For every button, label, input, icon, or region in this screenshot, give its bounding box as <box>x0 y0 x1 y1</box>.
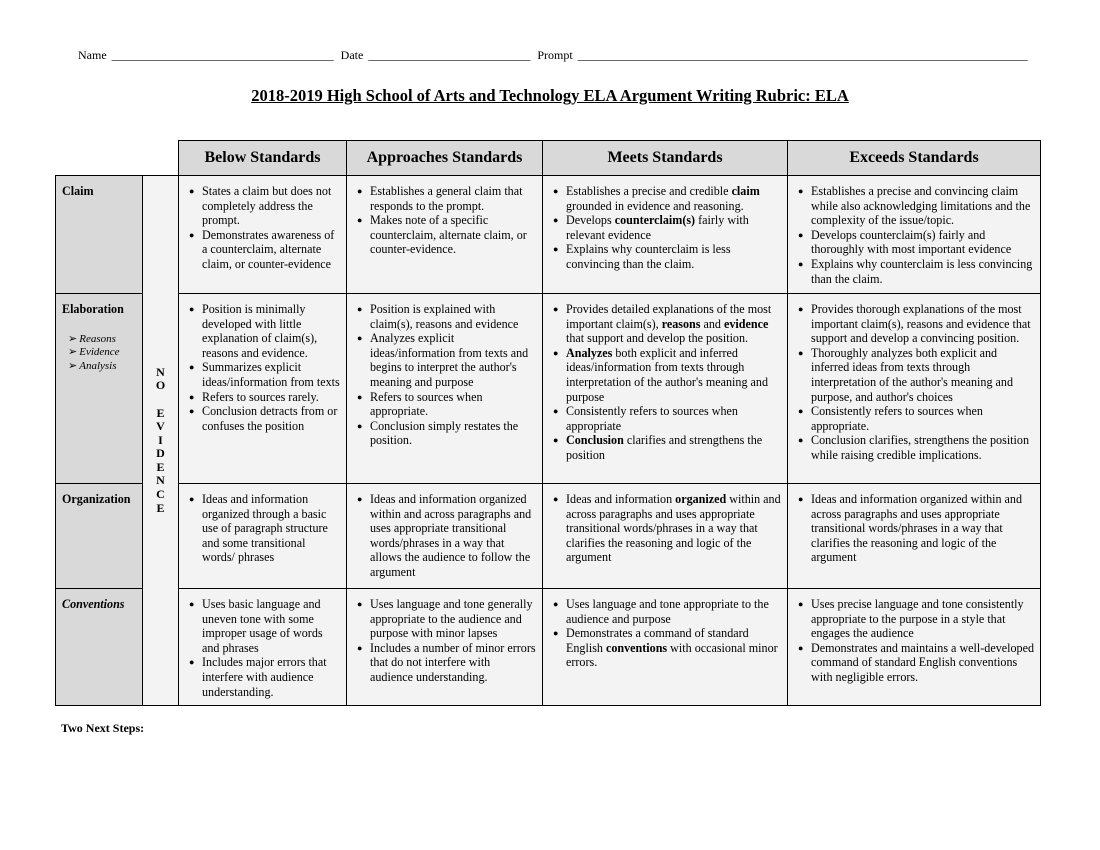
descriptor-list <box>553 597 781 670</box>
rubric-cell-approaches <box>347 176 543 294</box>
header-corner <box>56 141 179 176</box>
criterion-sub-text: Evidence <box>79 346 120 359</box>
name-field[interactable]: _____________________________________ <box>111 48 334 62</box>
descriptor-item: ● Develops counterclaim(s) fairly with relevant evidence <box>553 213 781 242</box>
criterion-sub-text: Reasons <box>79 332 116 345</box>
rubric-cell-exceeds <box>788 589 1041 706</box>
criterion-cell <box>56 294 143 484</box>
column-header-meets: Meets Standards <box>543 141 788 176</box>
no-evidence-letter: D <box>156 446 165 461</box>
descriptor-item: ● Ideas and information organized within and across paragraphs and uses appropriate transitional words/phrases in a way that allows the audience to follow the argument <box>357 492 536 580</box>
criterion-sub-item <box>68 346 136 360</box>
arrow-bullet-icon: ➢ <box>68 346 78 359</box>
descriptor-item: ● States a claim but does not completely address the prompt. <box>189 184 340 228</box>
descriptor-item: ● Includes major errors that interfere with audience understanding. <box>189 655 340 699</box>
descriptor-list <box>553 302 781 463</box>
descriptor-item: ● Uses precise language and tone consistently appropriate to the purpose in a style that engages the audience <box>798 597 1034 641</box>
rubric-row-elaboration <box>56 294 1041 484</box>
descriptor-item: ● Explains why counterclaim is less convincing than the claim. <box>798 257 1034 286</box>
descriptor-item: ● Develops counterclaim(s) fairly and thoroughly with most important evidence <box>798 228 1034 257</box>
descriptor-item: ● Uses language and tone appropriate to the audience and purpose <box>553 597 781 626</box>
descriptor-item: ● Conclusion simply restates the position. <box>357 419 536 448</box>
rubric-cell-below <box>179 294 347 484</box>
criterion-cell <box>56 589 143 706</box>
criterion-label: Conventions <box>62 597 125 611</box>
descriptor-list <box>357 492 536 580</box>
descriptor-item: ● Conclusion clarifies and strengthens the position <box>553 433 781 462</box>
descriptor-list <box>553 184 781 272</box>
criterion-label: Organization <box>62 492 131 506</box>
descriptor-item: ● Demonstrates a command of standard English conventions with occasional minor errors. <box>553 626 781 670</box>
no-evidence-letter: N <box>156 364 165 379</box>
descriptor-item: ● Consistently refers to sources when appropriate. <box>798 404 1034 433</box>
criterion-sub-item <box>68 333 136 347</box>
descriptor-item: ● Uses basic language and uneven tone with some improper usage of words and phrases <box>189 597 340 655</box>
rubric-cell-exceeds <box>788 294 1041 484</box>
date-field[interactable]: ___________________________ <box>368 48 531 62</box>
header-fields <box>78 48 1028 63</box>
no-evidence-letter: C <box>156 487 165 502</box>
descriptor-item: ● Demonstrates awareness of a counterclaim, alternate claim, or counter-evidence <box>189 228 340 272</box>
descriptor-list <box>357 184 536 257</box>
descriptor-item: ● Summarizes explicit ideas/information from texts <box>189 360 340 389</box>
arrow-bullet-icon: ➢ <box>68 332 78 345</box>
descriptor-item: ● Establishes a general claim that responds to the prompt. <box>357 184 536 213</box>
arrow-bullet-icon: ➢ <box>68 359 78 372</box>
name-label: Name <box>78 48 107 62</box>
descriptor-item: ● Provides thorough explanations of the most important claim(s), reasons and evidence that support and develop a convincing position. <box>798 302 1034 346</box>
rubric-cell-below <box>179 176 347 294</box>
rubric-cell-approaches <box>347 294 543 484</box>
criterion-cell <box>56 176 143 294</box>
descriptor-list <box>798 492 1034 565</box>
descriptor-list <box>189 302 340 433</box>
rubric-cell-below <box>179 589 347 706</box>
descriptor-list <box>798 184 1034 286</box>
descriptor-item: ● Position is explained with claim(s), reasons and evidence <box>357 302 536 331</box>
descriptor-item: ● Explains why counterclaim is less convincing than the claim. <box>553 242 781 271</box>
no-evidence-column <box>143 176 179 706</box>
rubric-cell-meets <box>543 176 788 294</box>
descriptor-list <box>189 492 340 565</box>
descriptor-item: ● Establishes a precise and convincing claim while also acknowledging limitations and the complexity of the issue/topic. <box>798 184 1034 228</box>
descriptor-list <box>189 597 340 699</box>
criterion-sub-text: Analysis <box>79 359 117 372</box>
descriptor-item: ● Conclusion clarifies, strengthens the position while raising credible implications. <box>798 433 1034 462</box>
rubric-cell-exceeds <box>788 176 1041 294</box>
descriptor-item: ● Thoroughly analyzes both explicit and inferred ideas from texts through interpretation of the author's meaning and purpose, and author's choices <box>798 346 1034 404</box>
no-evidence-letter: E <box>156 500 165 515</box>
rubric-cell-meets <box>543 294 788 484</box>
descriptor-list <box>553 492 781 565</box>
rubric-cell-meets <box>543 589 788 706</box>
descriptor-item: ● Demonstrates and maintains a well-developed command of standard English conventions with negligible errors. <box>798 641 1034 685</box>
criterion-label: Claim <box>62 184 94 198</box>
descriptor-list <box>357 597 536 685</box>
descriptor-item: ● Ideas and information organized within and across paragraphs and uses appropriate transitional words/phrases in a way that clarifies the reasoning and logic of the argument <box>798 492 1034 565</box>
criterion-cell <box>56 484 143 589</box>
descriptor-list <box>798 302 1034 463</box>
rubric-row-conventions <box>56 589 1041 706</box>
descriptor-list <box>189 184 340 272</box>
no-evidence-letter: E <box>156 405 165 420</box>
no-evidence-letter <box>143 393 178 407</box>
descriptor-item: ● Ideas and information organized within and across paragraphs and uses appropriate transitional words/phrases in a way that clarifies the reasoning and logic of the argument <box>553 492 781 565</box>
no-evidence-letter: O <box>155 378 166 393</box>
no-evidence-letter: V <box>156 419 165 434</box>
rubric-row-organization <box>56 484 1041 589</box>
page-title: 2018-2019 High School of Arts and Technology ELA Argument Writing Rubric: ELA <box>251 86 849 105</box>
rubric-table <box>55 140 1041 706</box>
rubric-row-claim <box>56 176 1041 294</box>
descriptor-item: ● Consistently refers to sources when appropriate <box>553 404 781 433</box>
prompt-label: Prompt <box>537 48 573 62</box>
rubric-cell-approaches <box>347 484 543 589</box>
descriptor-list <box>357 302 536 448</box>
descriptor-list <box>798 597 1034 685</box>
descriptor-item: ● Refers to sources rarely. <box>189 390 340 405</box>
no-evidence-letter: I <box>158 432 163 447</box>
next-steps-label: Two Next Steps: <box>61 721 145 735</box>
criterion-label: Elaboration <box>62 302 124 316</box>
descriptor-item: ● Uses language and tone generally appropriate to the audience and purpose with minor lapses <box>357 597 536 641</box>
descriptor-item: ● Analyzes explicit ideas/information from texts and begins to interpret the author's meaning and purpose <box>357 331 536 389</box>
rubric-header-row <box>56 141 1041 176</box>
rubric-cell-exceeds <box>788 484 1041 589</box>
column-header-exceeds: Exceeds Standards <box>788 141 1041 176</box>
column-header-approaches: Approaches Standards <box>347 141 543 176</box>
prompt-field[interactable]: ___________________________________________________________________________ <box>577 48 1028 62</box>
rubric-cell-approaches <box>347 589 543 706</box>
descriptor-item: ● Ideas and information organized through a basic use of paragraph structure and some transitional words/ phrases <box>189 492 340 565</box>
column-header-below: Below Standards <box>179 141 347 176</box>
rubric-cell-meets <box>543 484 788 589</box>
descriptor-item: ● Analyzes both explicit and inferred ideas/information from texts through interpretation of the author's meaning and purpose <box>553 346 781 404</box>
rubric-cell-below <box>179 484 347 589</box>
date-label: Date <box>340 48 364 62</box>
no-evidence-letter: N <box>156 473 165 488</box>
descriptor-item: ● Establishes a precise and credible claim grounded in evidence and reasoning. <box>553 184 781 213</box>
criterion-sublist <box>68 333 136 374</box>
descriptor-item: ● Includes a number of minor errors that do not interfere with audience understanding. <box>357 641 536 685</box>
criterion-sub-item <box>68 360 136 374</box>
descriptor-item: ● Makes note of a specific counterclaim, alternate claim, or counter-evidence. <box>357 213 536 257</box>
descriptor-item: ● Conclusion detracts from or confuses the position <box>189 404 340 433</box>
no-evidence-letter: E <box>156 459 165 474</box>
descriptor-item: ● Provides detailed explanations of the most important claim(s), reasons and evidence that support and develop the position. <box>553 302 781 346</box>
descriptor-item: ● Position is minimally developed with little explanation of claim(s), reasons and evidence. <box>189 302 340 360</box>
descriptor-item: ● Refers to sources when appropriate. <box>357 390 536 419</box>
